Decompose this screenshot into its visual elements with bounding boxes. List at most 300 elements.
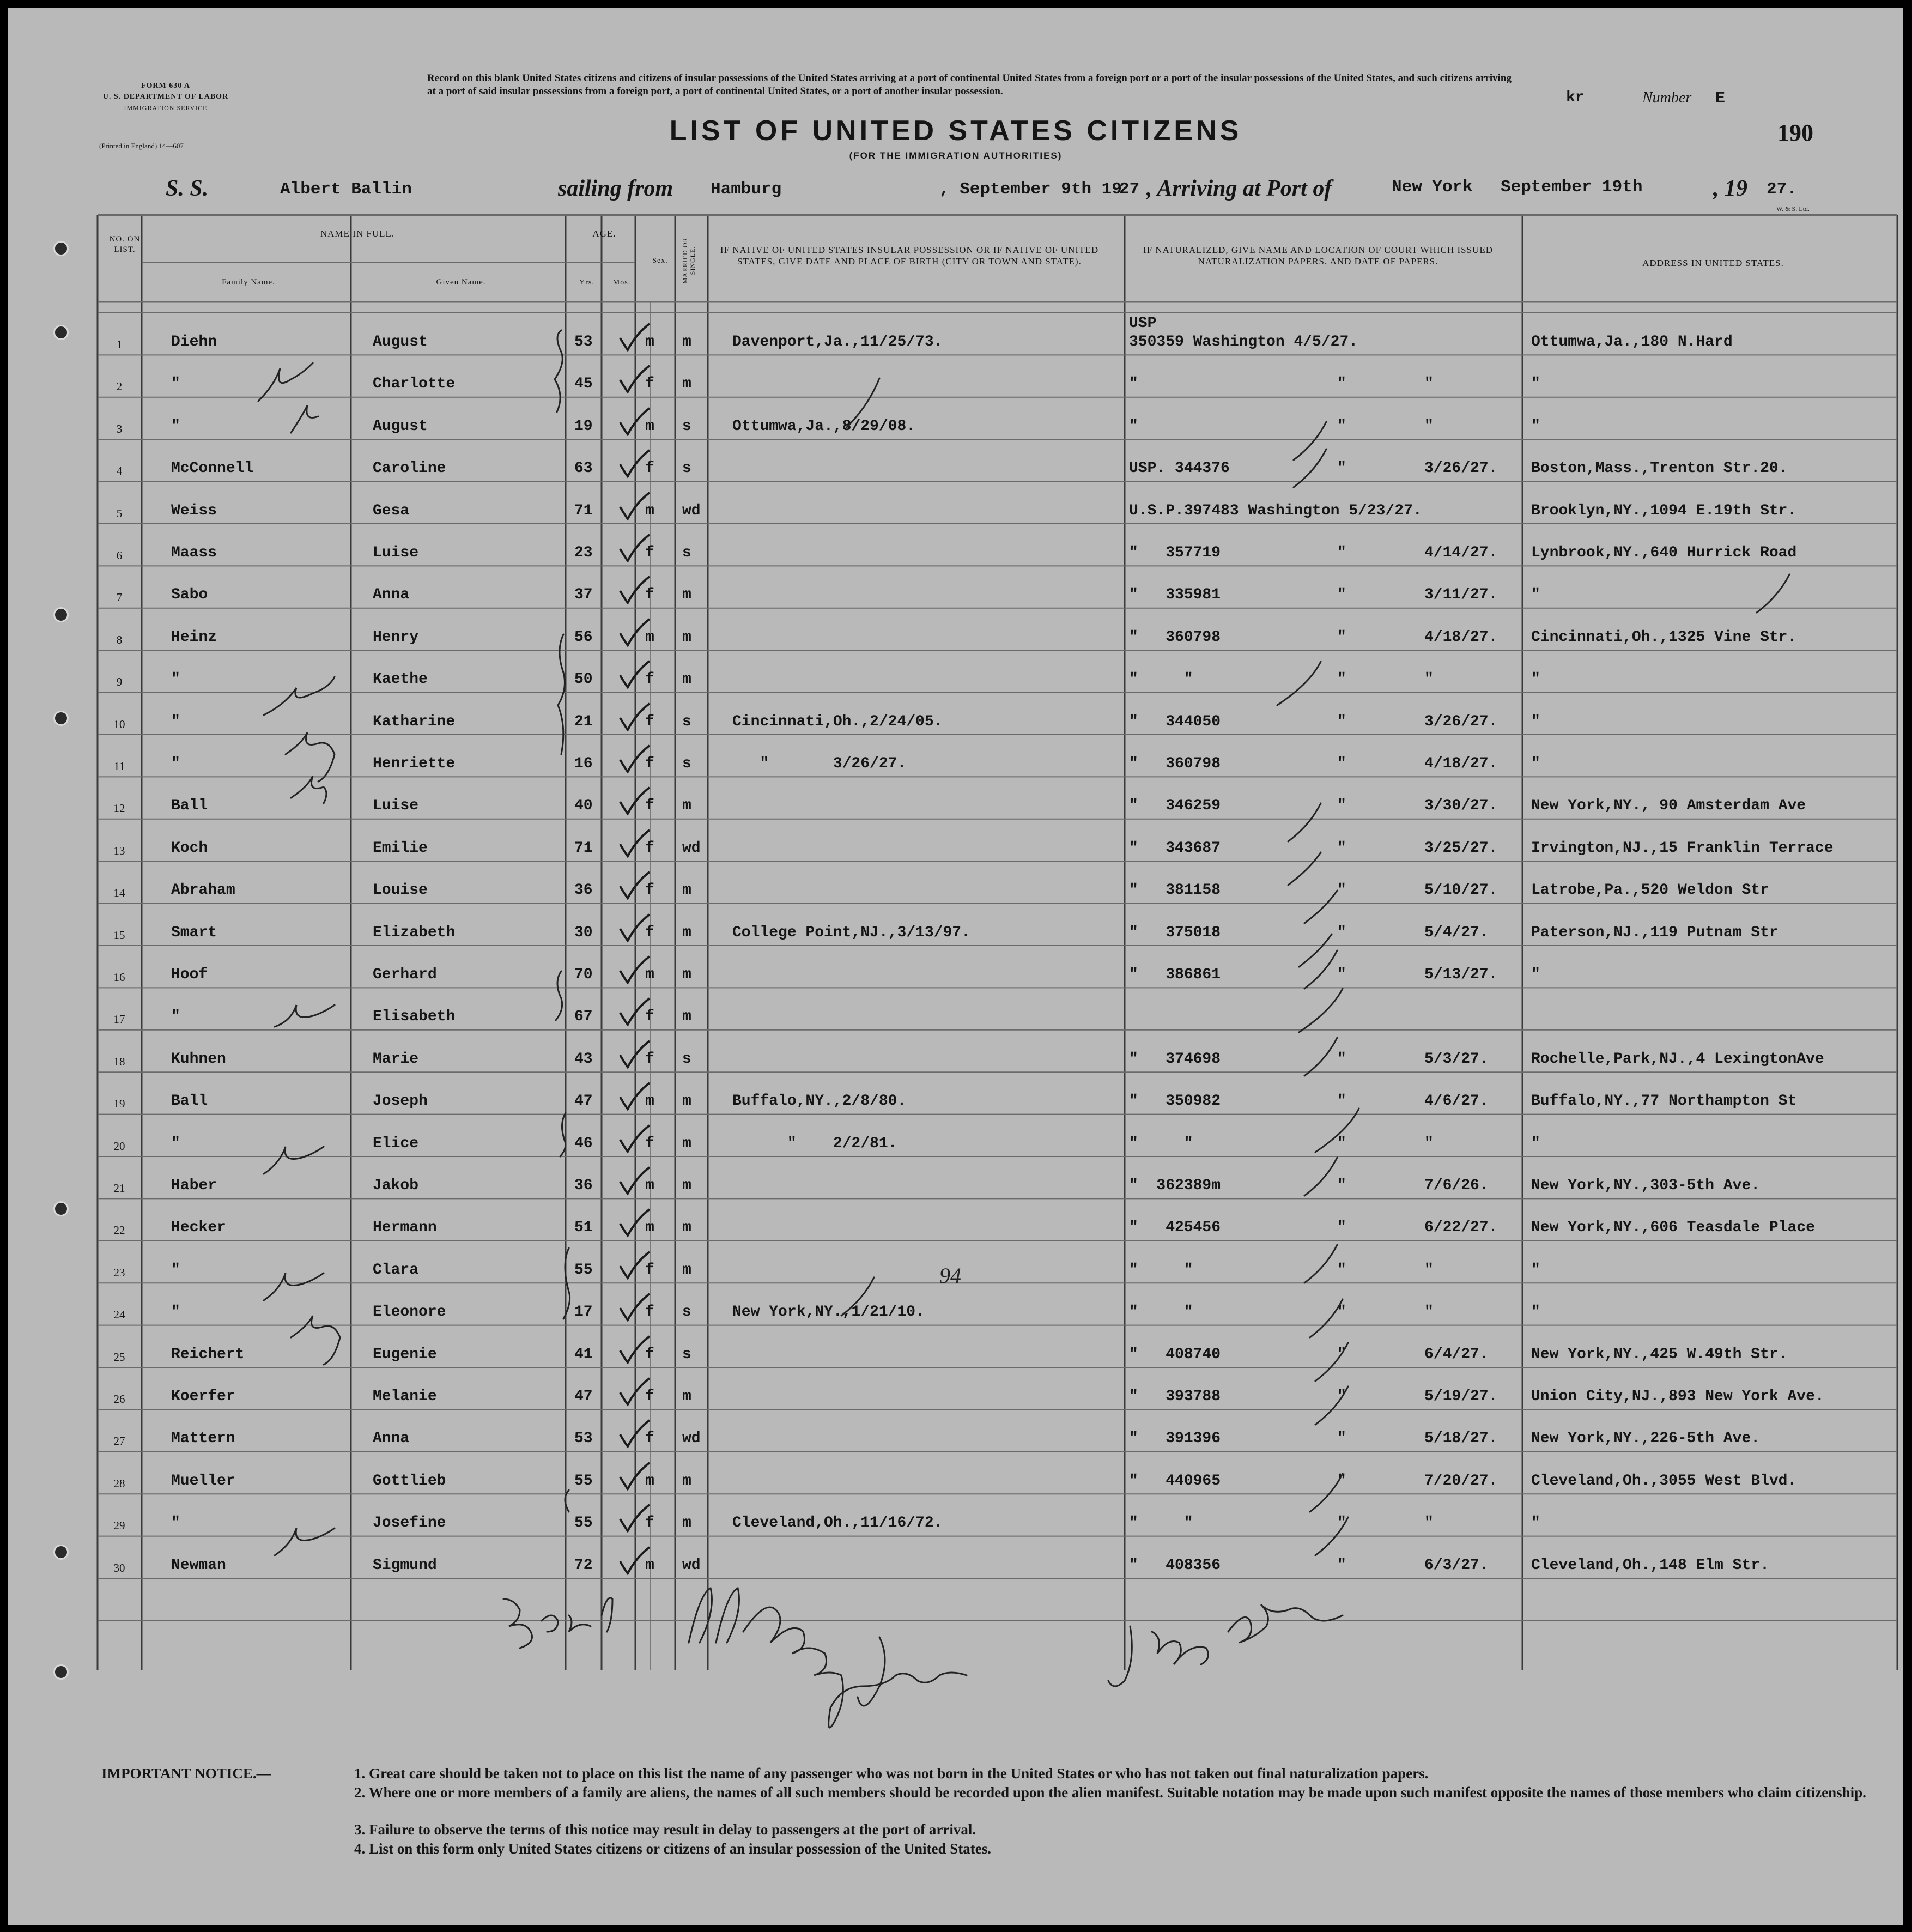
family-brace	[556, 971, 562, 1020]
marital-status: m	[682, 1261, 691, 1279]
check-stroke	[1299, 989, 1343, 1032]
naturalization-date: 6/22/27.	[1424, 1219, 1498, 1237]
marital-status: m	[682, 797, 691, 815]
sex: f	[645, 671, 654, 688]
us-address: "	[1531, 966, 1540, 983]
family-name: McConnell	[171, 460, 254, 477]
header-native: IF NATIVE OF UNITED STATES INSULAR POSSESSION OR IF NATIVE OF UNITED STATES, GIVE DATE AND PLACE OF BIRTH (CITY OR TOWN AND STATE).	[720, 245, 1099, 267]
birth-info: Cleveland,Oh.,11/16/72.	[732, 1515, 943, 1532]
family-name: Abraham	[171, 882, 235, 899]
given-name: Anna	[373, 586, 410, 604]
margin-note: 94	[939, 1263, 961, 1288]
sex: f	[645, 1515, 654, 1532]
sex: m	[645, 1093, 654, 1110]
age-years: 55	[574, 1261, 593, 1279]
us-address: Buffalo,NY.,77 Northampton St	[1531, 1093, 1797, 1110]
clerk-initial	[264, 1273, 324, 1300]
row-number: 20	[113, 1139, 125, 1153]
naturalization-number: " 374698	[1129, 1050, 1221, 1068]
us-address: Union City,NJ.,893 New York Ave.	[1531, 1388, 1824, 1405]
given-name: Josefine	[373, 1515, 446, 1532]
naturalization-court: "	[1337, 1050, 1346, 1068]
family-name: Weiss	[171, 502, 217, 519]
check-stroke	[1310, 1299, 1343, 1337]
marital-status: wd	[682, 839, 701, 857]
clerk-initial	[291, 405, 318, 433]
birth-info: " 3/26/27.	[732, 755, 907, 772]
check-stroke	[1315, 1386, 1348, 1425]
family-name: Koch	[171, 839, 208, 857]
check-stroke	[1294, 422, 1326, 460]
naturalization-date: 3/11/27.	[1424, 586, 1498, 604]
marital-status: m	[682, 671, 691, 688]
naturalization-number: " 346259	[1129, 797, 1221, 815]
sail-year: 27	[1119, 180, 1140, 199]
given-name: Caroline	[373, 460, 446, 477]
header-naturalized: IF NATURALIZED, GIVE NAME AND LOCATION OF COURT WHICH ISSUED NATURALIZATION PAPERS, AND DATE OF PAPERS.	[1143, 245, 1493, 267]
naturalization-number: " 357719	[1129, 544, 1221, 561]
family-name: "	[171, 671, 180, 688]
family-name: Kuhnen	[171, 1050, 226, 1068]
given-name: Elizabeth	[373, 924, 456, 941]
us-address: Ottumwa,Ja.,180 N.Hard	[1531, 334, 1733, 350]
given-name: Sigmund	[373, 1556, 437, 1574]
marital-status: wd	[682, 502, 701, 519]
naturalization-court: "	[1337, 755, 1346, 772]
given-name: Gerhard	[373, 966, 437, 983]
marital-status: s	[682, 713, 691, 730]
naturalization-number: " "	[1129, 1304, 1193, 1321]
row-number: 8	[116, 633, 123, 646]
given-name: Eleonore	[373, 1304, 446, 1321]
age-years: 70	[574, 966, 593, 983]
page-title: LIST OF UNITED STATES CITIZENS	[669, 115, 1242, 147]
us-address: "	[1531, 755, 1540, 772]
given-name: Louise	[373, 882, 428, 899]
row-number: 7	[116, 591, 123, 604]
family-name: "	[171, 1135, 180, 1152]
check-stroke	[847, 378, 879, 427]
row-number: 11	[113, 760, 125, 773]
family-name: Reichert	[171, 1346, 245, 1363]
naturalization-date: 4/18/27.	[1424, 755, 1498, 772]
birth-info: " 2/2/81.	[732, 1135, 897, 1152]
naturalization-number: " 393788	[1129, 1388, 1221, 1405]
family-name: Heinz	[171, 628, 217, 646]
age-years: 23	[574, 544, 593, 561]
printer-mark: W. & S. Ltd.	[1776, 205, 1810, 213]
naturalization-court: "	[1337, 1515, 1346, 1532]
check-stroke	[1299, 934, 1332, 967]
given-name: Charlotte	[373, 376, 456, 393]
header-sex: Sex.	[652, 257, 668, 265]
row-number: 29	[113, 1519, 125, 1533]
marital-status: m	[682, 1388, 691, 1405]
row-number: 5	[116, 506, 123, 520]
clerk-initial	[291, 1316, 340, 1365]
age-years: 37	[574, 586, 593, 604]
header-address: ADDRESS IN UNITED STATES.	[1642, 258, 1784, 268]
header-name-in-full: NAME IN FULL.	[320, 228, 395, 239]
naturalization-court: "	[1337, 882, 1346, 899]
arriving-label: , Arriving at Port of	[1146, 176, 1332, 201]
arrival-year-prefix: , 19	[1713, 176, 1747, 201]
us-address: Irvington,NJ.,15 Franklin Terrace	[1531, 839, 1834, 857]
check-stroke	[1294, 449, 1326, 487]
given-name: Kaethe	[373, 671, 428, 688]
check-stroke	[1304, 950, 1337, 989]
arrival-date: September 19th	[1501, 178, 1643, 197]
age-years: 56	[574, 628, 593, 646]
us-address: "	[1531, 1135, 1540, 1152]
sex: f	[645, 460, 654, 477]
sex: m	[645, 334, 654, 350]
sex: m	[645, 628, 654, 646]
naturalization-number: " 381158	[1129, 882, 1221, 899]
given-name: Luise	[373, 544, 419, 561]
naturalization-number: U.S.P.397483 Washington 5/23/27.	[1129, 502, 1422, 519]
notice-item-3: 3. Failure to observe the terms of this notice may result in delay to passengers at the port of arrival.	[354, 1821, 976, 1838]
naturalization-prefix: USP	[1129, 315, 1157, 332]
naturalization-number: " 343687	[1129, 839, 1221, 857]
age-years: 36	[574, 882, 593, 899]
age-years: 53	[574, 334, 593, 350]
sex: f	[645, 755, 654, 772]
us-address: Cleveland,Oh.,148 Elm Str.	[1531, 1556, 1769, 1574]
age-years: 72	[574, 1556, 593, 1574]
age-years: 55	[574, 1472, 593, 1489]
age-years: 53	[574, 1430, 593, 1448]
sex: f	[645, 1008, 654, 1026]
header-no-on-list: NO. ON LIST.	[109, 235, 141, 254]
header-family-name: Family Name.	[222, 278, 275, 287]
naturalization-court: "	[1337, 376, 1346, 393]
row-number: 15	[113, 928, 125, 942]
check-stroke	[1304, 1245, 1337, 1283]
arrival-year: 27.	[1767, 180, 1797, 199]
us-address: "	[1531, 671, 1540, 688]
given-name: Emilie	[373, 839, 428, 857]
given-name: Hermann	[373, 1219, 437, 1237]
naturalization-date: "	[1424, 671, 1434, 688]
age-years: 16	[574, 755, 593, 772]
age-years: 19	[574, 417, 593, 435]
naturalization-date: 4/14/27.	[1424, 544, 1498, 561]
handwriting-layer	[8, 8, 1903, 1925]
naturalization-court: "	[1337, 628, 1346, 646]
header-yrs: Yrs.	[579, 278, 594, 287]
family-name: Hoof	[171, 966, 208, 983]
check-stroke	[1757, 574, 1789, 613]
us-address: New York,NY.,425 W.49th Str.	[1531, 1346, 1788, 1363]
age-years: 30	[574, 924, 593, 941]
us-address: "	[1531, 1261, 1540, 1279]
header-age: AGE.	[592, 228, 616, 239]
marital-status: s	[682, 460, 691, 477]
header-mos: Mos.	[612, 278, 631, 287]
corner-mark: kr	[1566, 89, 1585, 106]
family-name: Hecker	[171, 1219, 226, 1237]
check-stroke	[1288, 803, 1321, 841]
naturalization-number: " 440965	[1129, 1472, 1221, 1489]
family-name: "	[171, 417, 180, 435]
naturalization-date: 5/4/27.	[1424, 924, 1489, 941]
marital-status: s	[682, 544, 691, 561]
naturalization-court: "	[1337, 1261, 1346, 1279]
family-name: Mueller	[171, 1472, 235, 1489]
naturalization-court: "	[1337, 713, 1346, 730]
us-address: "	[1531, 713, 1540, 730]
given-name: Anna	[373, 1430, 410, 1448]
naturalization-date: 7/6/26.	[1424, 1177, 1489, 1194]
row-number: 4	[116, 464, 123, 478]
family-name: Ball	[171, 1093, 208, 1110]
age-years: 50	[574, 671, 593, 688]
row-number: 27	[113, 1434, 125, 1448]
naturalization-court: "	[1337, 544, 1346, 561]
family-name: "	[171, 1304, 180, 1321]
given-name: August	[373, 334, 428, 350]
naturalization-number: " 425456	[1129, 1219, 1221, 1237]
marital-status: m	[682, 966, 691, 983]
naturalization-court: "	[1337, 460, 1346, 477]
naturalization-date: 3/26/27.	[1424, 460, 1498, 477]
marital-status: m	[682, 334, 691, 350]
row-number: 17	[113, 1013, 125, 1026]
family-name: Mattern	[171, 1430, 235, 1448]
age-years: 17	[574, 1304, 593, 1321]
family-brace	[555, 330, 562, 412]
family-name: Koerfer	[171, 1388, 235, 1405]
us-address: New York,NY.,226-5th Ave.	[1531, 1430, 1761, 1448]
marital-status: wd	[682, 1556, 701, 1574]
age-years: 51	[574, 1219, 593, 1237]
check-stroke	[1304, 1038, 1337, 1076]
marital-status: s	[682, 1346, 691, 1363]
row-number: 16	[113, 971, 125, 984]
birth-info: Ottumwa,Ja.,8/29/08.	[732, 417, 916, 435]
check-stroke	[1304, 891, 1337, 923]
naturalization-number: USP. 344376	[1129, 460, 1230, 477]
header-married: MARRIED OR SINGLE.	[681, 237, 696, 284]
given-name: Katharine	[373, 713, 456, 730]
check-stroke	[841, 1277, 874, 1316]
marital-status: m	[682, 628, 691, 646]
birth-info: Cincinnati,Oh.,2/24/05.	[732, 713, 943, 730]
age-years: 40	[574, 797, 593, 815]
row-number: 21	[113, 1182, 125, 1195]
clerk-initial	[264, 1147, 324, 1174]
row-number: 14	[113, 886, 125, 900]
naturalization-court: "	[1337, 1556, 1346, 1574]
naturalization-court: "	[1337, 839, 1346, 857]
naturalization-date: 5/19/27.	[1424, 1388, 1498, 1405]
port-from: Hamburg	[711, 180, 782, 199]
naturalization-court: "	[1337, 1219, 1346, 1237]
family-name: "	[171, 1515, 180, 1532]
row-number: 13	[113, 844, 125, 857]
given-name: Henriette	[373, 755, 456, 772]
sex: f	[645, 839, 654, 857]
naturalization-date: 6/3/27.	[1424, 1556, 1489, 1574]
sex: f	[645, 882, 654, 899]
check-stroke	[1315, 1517, 1348, 1555]
page-subtitle: (FOR THE IMMIGRATION AUTHORITIES)	[849, 150, 1063, 161]
sex: f	[645, 1050, 654, 1068]
sex: f	[645, 797, 654, 815]
form-number: FORM 630 A	[141, 82, 191, 90]
sex: m	[645, 502, 654, 519]
naturalization-court: "	[1337, 1346, 1346, 1363]
naturalization-number: " 344050	[1129, 713, 1221, 730]
marital-status: m	[682, 924, 691, 941]
marital-status: s	[682, 417, 691, 435]
department: U. S. DEPARTMENT OF LABOR	[102, 93, 229, 101]
naturalization-court: "	[1337, 586, 1346, 604]
header-given-name: Given Name.	[436, 278, 486, 287]
family-name: Diehn	[171, 334, 217, 350]
birth-info: New York,NY.,1/21/10.	[732, 1304, 925, 1321]
naturalization-number: " "	[1129, 1261, 1193, 1279]
check-stroke	[1310, 1474, 1343, 1512]
row-number: 18	[113, 1055, 125, 1068]
row-number: 2	[116, 380, 123, 393]
marital-status: m	[682, 376, 691, 393]
age-years: 63	[574, 460, 593, 477]
naturalization-date: 4/6/27.	[1424, 1093, 1489, 1110]
us-address: "	[1531, 586, 1540, 604]
us-address: New York,NY.,606 Teasdale Place	[1531, 1219, 1815, 1237]
check-stroke	[1315, 1109, 1359, 1152]
marital-status: m	[682, 1515, 691, 1532]
naturalization-date: "	[1424, 417, 1434, 435]
given-name: Elice	[373, 1135, 419, 1152]
naturalization-date: 5/18/27.	[1424, 1430, 1498, 1448]
number-label: Number	[1642, 89, 1692, 106]
age-years: 71	[574, 502, 593, 519]
sex: f	[645, 586, 654, 604]
given-name: Elisabeth	[373, 1008, 456, 1026]
naturalization-court: "	[1337, 1093, 1346, 1110]
marital-status: wd	[682, 1430, 701, 1448]
us-address: Lynbrook,NY.,640 Hurrick Road	[1531, 544, 1797, 561]
us-address: "	[1531, 1304, 1540, 1321]
sex: f	[645, 1430, 654, 1448]
sex: f	[645, 1135, 654, 1152]
notice-item-4: 4. List on this form only United States citizens or citizens of an insular possession of the United States.	[354, 1840, 992, 1857]
naturalization-date: 5/13/27.	[1424, 966, 1498, 983]
printed-note: (Printed in England) 14—607	[99, 142, 184, 150]
family-name: "	[171, 755, 180, 772]
naturalization-date: 3/30/27.	[1424, 797, 1498, 815]
sex: f	[645, 376, 654, 393]
us-address: Cleveland,Oh.,3055 West Blvd.	[1531, 1472, 1797, 1489]
check-stroke	[1277, 662, 1321, 705]
notice-item-1: 1. Great care should be taken not to place on this list the name of any passenger who was not born in the United States or who has not taken out final naturalization papers.	[354, 1765, 1429, 1782]
birth-info: College Point,NJ.,3/13/97.	[732, 924, 970, 941]
record-instructions: Record on this blank United States citizens and citizens of insular possessions of the United States arriving at a port of continental United States from a foreign port or a port of the insular possessions of the United States, and such citizens arriving at a port of said insular possessions from a foreign port, a port of continental United States, or a port of another insular possession.	[427, 72, 1512, 97]
given-name: Luise	[373, 797, 419, 815]
marital-status: s	[682, 1304, 691, 1321]
naturalization-number: " "	[1129, 671, 1193, 688]
given-name: August	[373, 417, 428, 435]
us-address: "	[1531, 417, 1540, 435]
sex: m	[645, 1219, 654, 1237]
us-address: "	[1531, 376, 1540, 393]
naturalization-number: " "	[1129, 1135, 1193, 1152]
row-number: 12	[113, 802, 125, 815]
sex: f	[645, 544, 654, 561]
us-address: New York,NY., 90 Amsterdam Ave	[1531, 797, 1806, 815]
naturalization-court: "	[1337, 1388, 1346, 1405]
family-name: Maass	[171, 544, 217, 561]
sex: f	[645, 1346, 654, 1363]
family-name: Haber	[171, 1177, 217, 1194]
naturalization-court: "	[1337, 797, 1346, 815]
us-address: Paterson,NJ.,119 Putnam Str	[1531, 924, 1779, 941]
given-name: Gottlieb	[373, 1472, 446, 1489]
check-stroke	[1304, 1158, 1337, 1196]
naturalization-number: "	[1129, 376, 1138, 393]
marital-status: m	[682, 1177, 691, 1194]
naturalization-number: " 408356	[1129, 1556, 1221, 1574]
given-name: Melanie	[373, 1388, 437, 1405]
marital-status: s	[682, 755, 691, 772]
naturalization-court: "	[1337, 417, 1346, 435]
age-years: 43	[574, 1050, 593, 1068]
naturalization-date: 3/25/27.	[1424, 839, 1498, 857]
row-number: 23	[113, 1265, 125, 1279]
row-number: 24	[113, 1308, 125, 1322]
family-brace	[558, 634, 565, 754]
us-address: Rochelle,Park,NJ.,4 LexingtonAve	[1531, 1050, 1824, 1068]
naturalization-number: " 391396	[1129, 1430, 1221, 1448]
naturalization-date: 4/18/27.	[1424, 628, 1498, 646]
age-years: 21	[574, 713, 593, 730]
clerk-initial	[275, 1528, 335, 1555]
sex: f	[645, 1261, 654, 1279]
naturalization-court: "	[1337, 1135, 1346, 1152]
birth-info: Davenport,Ja.,11/25/73.	[732, 334, 943, 350]
naturalization-date: "	[1424, 376, 1434, 393]
marital-status: m	[682, 1472, 691, 1489]
sex: m	[645, 1177, 654, 1194]
notice-item-2: 2. Where one or more members of a family are aliens, the names of all such members should be recorded upon the alien manifest. Suitable notation may be made upon such manifest opposite the names of those members who claim citizenship.	[354, 1784, 1866, 1801]
given-name: Eugenie	[373, 1346, 437, 1363]
row-number: 10	[113, 717, 125, 731]
family-brace	[563, 1248, 570, 1319]
naturalization-number: " 375018	[1129, 924, 1221, 941]
naturalization-number: " 360798	[1129, 628, 1221, 646]
naturalization-number: " 350982	[1129, 1093, 1221, 1110]
naturalization-number: "	[1129, 417, 1138, 435]
naturalization-court: "	[1337, 1177, 1346, 1194]
row-number: 6	[116, 549, 123, 562]
sex: f	[645, 1304, 654, 1321]
naturalization-court: "	[1337, 671, 1346, 688]
sex: f	[645, 924, 654, 941]
marital-status: m	[682, 882, 691, 899]
given-name: Clara	[373, 1261, 419, 1279]
manifest-page	[8, 8, 1903, 1925]
naturalization-date: 5/3/27.	[1424, 1050, 1489, 1068]
naturalization-date: 3/26/27.	[1424, 713, 1498, 730]
given-name: Jakob	[373, 1177, 419, 1194]
row-number: 1	[116, 338, 123, 351]
age-years: 46	[574, 1135, 593, 1152]
given-name: Gesa	[373, 502, 410, 519]
birth-info: Buffalo,NY.,2/8/80.	[732, 1093, 907, 1110]
